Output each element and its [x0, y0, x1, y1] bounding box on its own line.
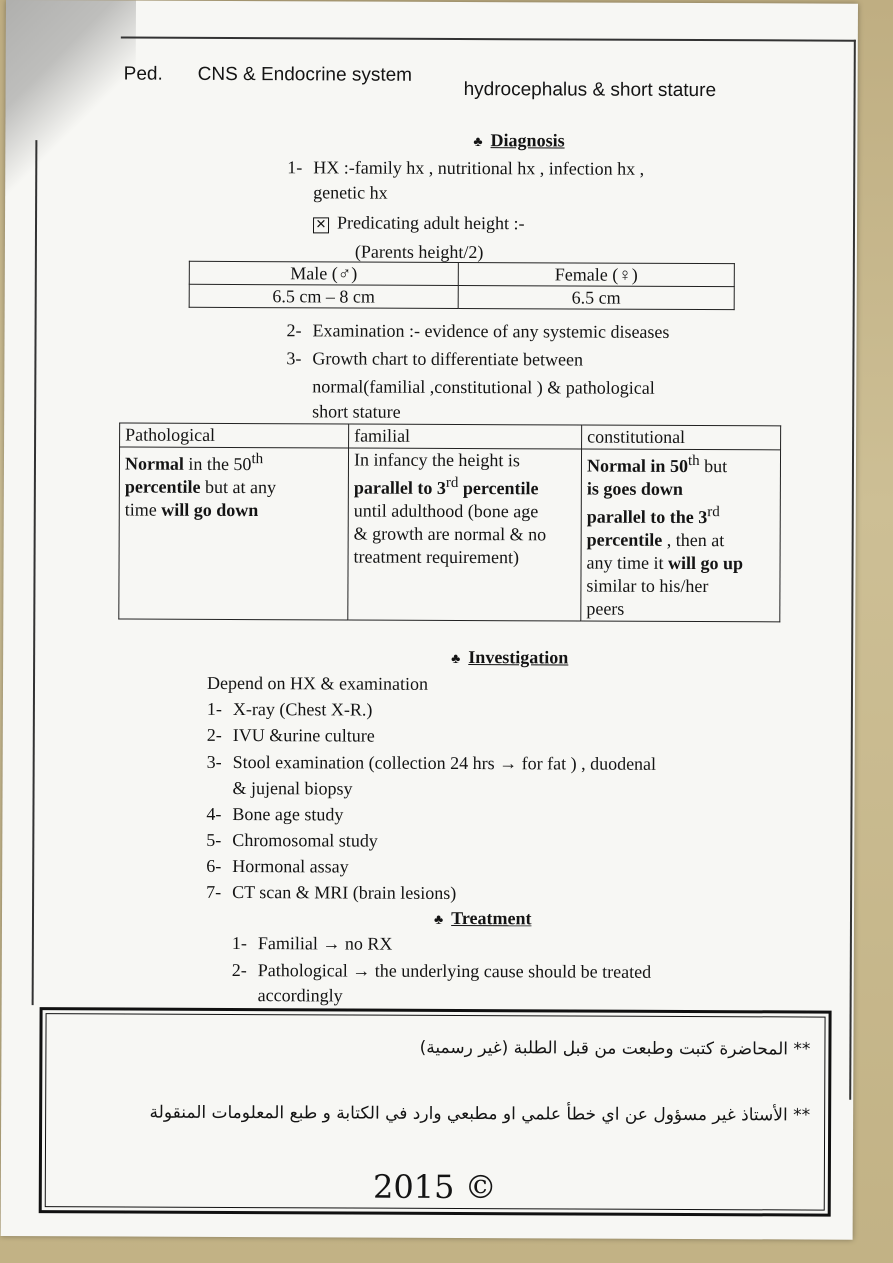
- bullet-icon: ♣: [473, 135, 483, 151]
- height-table-cell: 6.5 cm: [458, 285, 734, 309]
- investigation-item: 5- Chromosomal study: [206, 829, 378, 851]
- investigation-heading: ♣ Investigation: [451, 647, 569, 668]
- treatment-item: 2- Pathological → the underlying cause should be treated: [231, 959, 652, 982]
- height-table: [189, 261, 735, 310]
- investigation-intro: Depend on HX & examination: [206, 672, 429, 694]
- treatment-heading: ♣ Treatment: [433, 907, 532, 929]
- treatment-item-cont: accordingly: [257, 985, 343, 1006]
- treatment-item: 1- Familial → no RX: [231, 932, 393, 954]
- page-border-left: [32, 140, 38, 1005]
- disclaimer-box: [39, 1007, 832, 1216]
- diagnosis-item-3: 3- Growth chart to differentiate between: [286, 348, 584, 370]
- investigation-item: 7- CT scan & MRI (brain lesions): [206, 881, 457, 903]
- diagnosis-item-1: 1- HX :-family hx , nutritional hx , infection hx ,: [287, 157, 645, 179]
- copyright-year: 2015 ©: [372, 1167, 497, 1207]
- investigation-item: 4- Bone age study: [206, 803, 344, 825]
- height-table-header: Male (♂): [189, 261, 458, 285]
- height-table-cell: 6.5 cm – 8 cm: [189, 284, 458, 308]
- investigation-item: 1- X-ray (Chest X-R.): [206, 698, 373, 720]
- investigation-item: 2- IVU &urine culture: [206, 724, 375, 746]
- disclaimer-line-1: ** المحاضرة كتبت وطبعت من قبل الطلبة (غير رسمية): [419, 1037, 811, 1060]
- diagnosis-item-2: 2- Examination :- evidence of any systemic diseases: [286, 320, 670, 342]
- page-border-top: [121, 37, 856, 42]
- stature-table: [118, 422, 781, 622]
- height-table-header: Female (♀): [458, 262, 734, 286]
- investigation-item: 6- Hormonal assay: [206, 855, 349, 877]
- checkbox-x-icon: ✕: [313, 217, 329, 233]
- document-page: [1, 0, 858, 1240]
- stature-table-header: Pathological: [120, 423, 349, 448]
- diagnosis-item-1-cont: genetic hx: [313, 182, 388, 203]
- header-course: Ped.: [123, 63, 163, 85]
- investigation-item: 3- Stool examination (collection 24 hrs → for fat ) , duodenal: [206, 751, 657, 774]
- stature-table-header: familial: [349, 424, 582, 449]
- diagnosis-heading: ♣ Diagnosis: [473, 130, 565, 151]
- stature-table-cell: Normal in 50th but is goes down parallel to the 3rd percentile , then at any time it will go up similar to his/her peers: [581, 449, 781, 622]
- predicating-line: ✕ Predicating adult height :-: [313, 211, 525, 234]
- bullet-icon: ♣: [451, 651, 461, 667]
- bullet-icon: ♣: [433, 912, 444, 928]
- header-topic: hydrocephalus & short stature: [463, 78, 717, 102]
- stature-table-cell: In infancy the height is parallel to 3rd percentile until adulthood (bone age & growth are normal & no treatment requirement): [348, 448, 582, 621]
- stature-table-header: constitutional: [582, 425, 781, 450]
- header-system: CNS & Endocrine system: [197, 63, 413, 86]
- stature-table-cell: Normal in the 50th percentile but at any time will go down: [119, 447, 349, 620]
- formula: (Parents height/2): [354, 241, 484, 263]
- investigation-item-cont: & jujenal biopsy: [232, 777, 353, 799]
- diagnosis-item-3-cont: normal(familial ,constitutional ) & pathological: [312, 376, 655, 398]
- diagnosis-item-3-cont2: short stature: [312, 401, 401, 422]
- disclaimer-line-2: ** الأستاذ غير مسؤول عن اي خطأ علمي او مطبعي وارد في الكتابة و طبع المعلومات المنقولة: [149, 1102, 811, 1126]
